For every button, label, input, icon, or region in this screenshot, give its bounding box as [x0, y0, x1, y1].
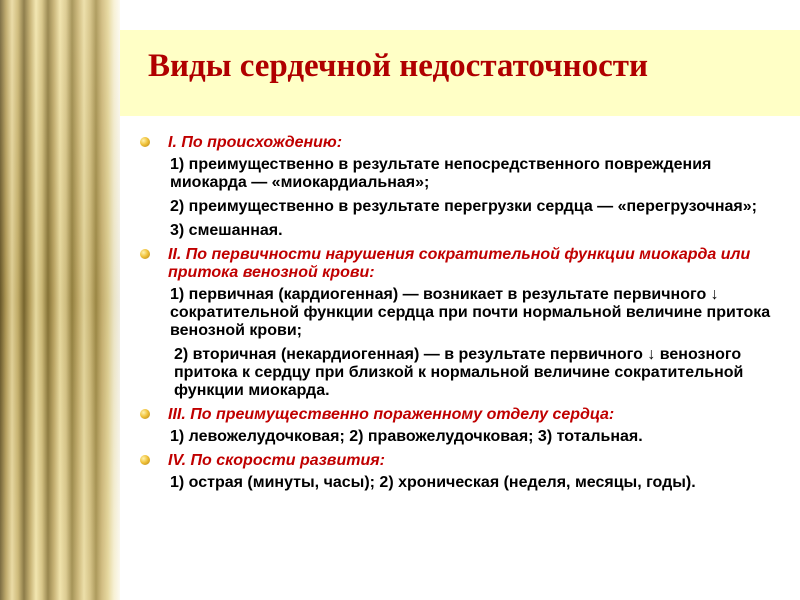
heading-text: IV. По скорости развития: [168, 452, 385, 469]
decorative-curtain [0, 0, 120, 600]
bullet-icon [140, 249, 150, 259]
list-item: 1) острая (минуты, часы); 2) хроническая (неделя, месяцы, годы). [170, 474, 696, 491]
section-heading [140, 134, 780, 152]
bullet-icon [140, 137, 150, 147]
list-item: 2) преимущественно в результате перегрузки сердца — «перегрузочная»; [170, 198, 757, 215]
section-heading [140, 406, 780, 424]
list-item: 2) вторичная (некардиогенная) — в результате первичного ↓ венозного притока к сердцу при близкой к нормальной величине сократительной функции миокарда. [174, 346, 744, 399]
list-item: 1) преимущественно в результате непосредственного повреждения миокарда — «миокардиальная»; [170, 156, 712, 191]
bullet-icon [140, 409, 150, 419]
list-item: 1) левожелудочковая; 2) правожелудочковая; 3) тотальная. [170, 428, 643, 445]
heading-text: III. По преимущественно пораженному отделу сердца: [168, 406, 615, 423]
section-heading [140, 452, 780, 470]
slide-content [140, 134, 780, 498]
heading-text: I. По происхождению: [168, 134, 343, 151]
bullet-icon [140, 455, 150, 465]
section-heading [140, 246, 780, 282]
heading-text: II. По первичности нарушения сократительной функции миокарда или притока венозной крови: [168, 246, 751, 281]
slide-title: Виды сердечной недостаточности [148, 48, 648, 84]
list-item: 1) первичная (кардиогенная) — возникает в результате первичного ↓ сократительной функции сердца при почти нормальной величине притока венозной крови; [170, 286, 771, 339]
list-item: 3) смешанная. [170, 222, 283, 239]
